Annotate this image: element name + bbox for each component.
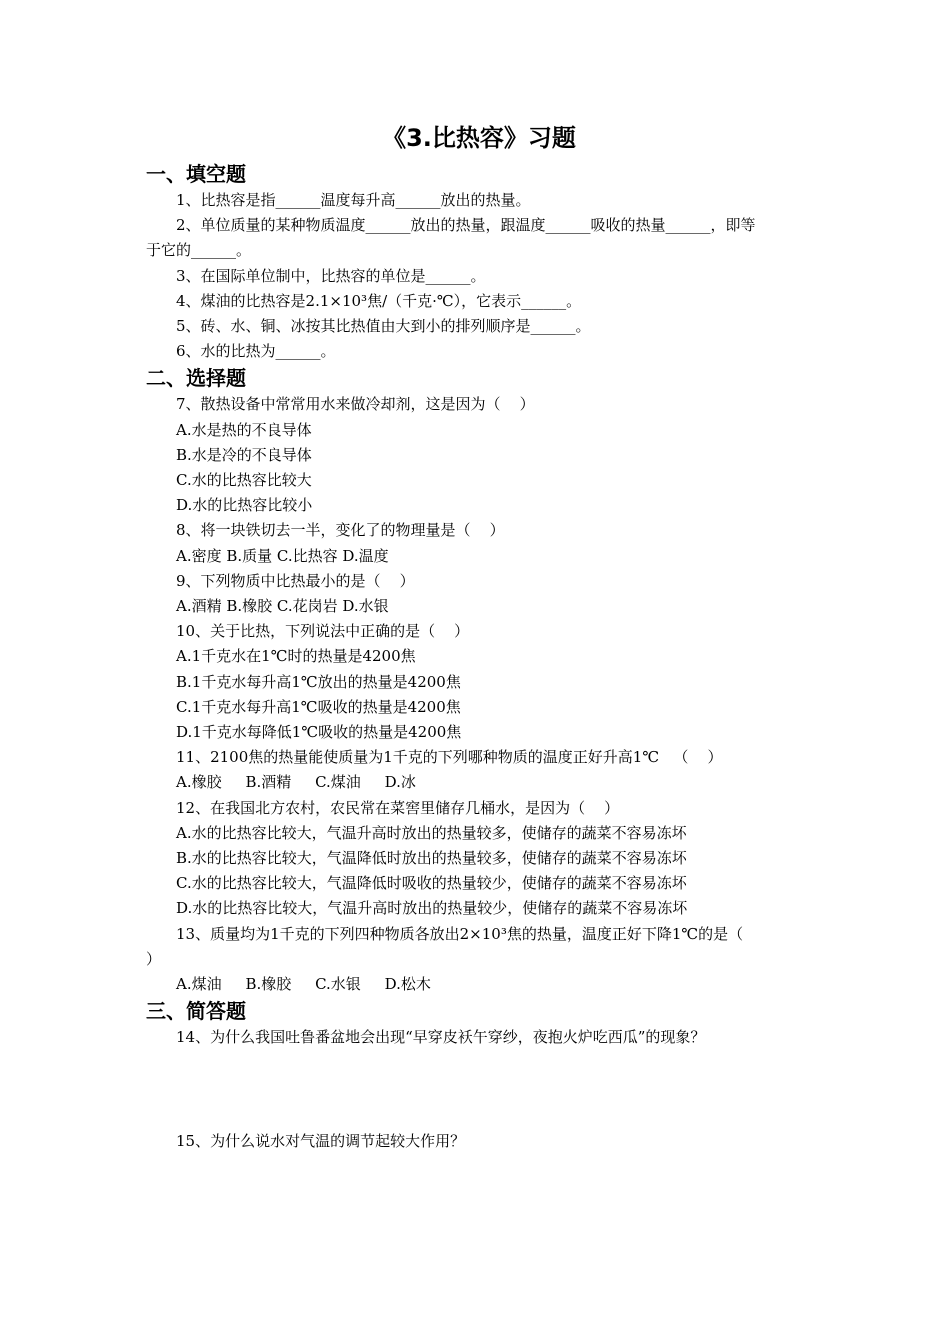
section-heading-short-answer: 三、简答题	[146, 999, 246, 1024]
section-heading-fill-in: 一、填空题	[146, 162, 246, 186]
question-7-option-a: A.水是热的不良导体	[176, 420, 312, 439]
question-10-option-c: C.1千克水每升高1℃吸收的热量是4200焦	[176, 697, 461, 716]
worksheet-page	[146, 120, 812, 1154]
question-10: 10、关于比热，下列说法中正确的是（ ）	[176, 622, 470, 641]
question-10-option-d: D.1千克水每降低1℃吸收的热量是4200焦	[176, 723, 462, 742]
question-7-option-d: D.水的比热容比较小	[176, 496, 313, 515]
question-7: 7、散热设备中常常用水来做冷却剂，这是因为（ ）	[176, 395, 535, 414]
question-9: 9、下列物质中比热最小的是（ ）	[176, 571, 415, 590]
question-7-option-b: B.水是冷的不良导体	[176, 445, 312, 464]
question-2-line-2: 于它的______。	[146, 241, 252, 260]
question-13-options: A.煤油 B.橡胶 C.水银 D.松木	[176, 975, 431, 994]
section-heading-multiple-choice: 二、选择题	[146, 366, 246, 391]
question-3: 3、在国际单位制中，比热容的单位是______。	[176, 266, 486, 285]
question-12-option-a: A.水的比热容比较大，气温升高时放出的热量较多，使储存的蔬菜不容易冻坏	[176, 823, 687, 842]
question-12-option-b: B.水的比热容比较大，气温降低时放出的热量较多，使储存的蔬菜不容易冻坏	[176, 849, 687, 868]
question-10-option-a: A.1千克水在1℃时的热量是4200焦	[176, 647, 416, 666]
question-13-line-1: 13、质量均为1千克的下列四种物质各放出2×10³焦的热量，温度正好下降1℃的是（	[176, 924, 744, 943]
question-9-options: A.酒精 B.橡胶 C.花岗岩 D.水银	[176, 597, 389, 616]
question-13-line-2: ）	[146, 949, 162, 968]
question-12-option-c: C.水的比热容比较大，气温降低时吸收的热量较少，使储存的蔬菜不容易冻坏	[176, 874, 687, 893]
question-11: 11、2100焦的热量能使质量为1千克的下列哪种物质的温度正好升高1℃ （ ）	[176, 748, 723, 767]
question-6: 6、水的比热为______。	[176, 342, 336, 361]
answer-space-14	[146, 1051, 812, 1129]
question-2-line-1: 2、单位质量的某种物质温度______放出的热量，跟温度______吸收的热量______，即等	[176, 216, 756, 235]
question-14: 14、为什么我国吐鲁番盆地会出现“早穿皮袄午穿纱，夜抱火炉吃西瓜”的现象？	[176, 1028, 706, 1047]
question-7-option-c: C.水的比热容比较大	[176, 471, 312, 490]
question-1: 1、比热容是指______温度每升高______放出的热量。	[176, 191, 531, 209]
question-4: 4、煤油的比热容是2.1×10³焦/（千克·℃），它表示______。	[176, 291, 582, 310]
question-15: 15、为什么说水对气温的调节起较大作用？	[176, 1131, 466, 1150]
page-title: 《3.比热容》习题	[382, 124, 576, 152]
question-8: 8、将一块铁切去一半，变化了的物理量是（ ）	[176, 521, 505, 540]
question-12-option-d: D.水的比热容比较大，气温升高时放出的热量较少，使储存的蔬菜不容易冻坏	[176, 899, 688, 918]
question-8-options: A.密度 B.质量 C.比热容 D.温度	[176, 546, 389, 565]
question-5: 5、砖、水、铜、冰按其比热值由大到小的排列顺序是______。	[176, 317, 591, 336]
question-10-option-b: B.1千克水每升高1℃放出的热量是4200焦	[176, 672, 461, 691]
question-11-options: A.橡胶 B.酒精 C.煤油 D.冰	[176, 773, 416, 792]
question-12: 12、在我国北方农村，农民常在菜窖里储存几桶水，是因为（ ）	[176, 798, 620, 817]
